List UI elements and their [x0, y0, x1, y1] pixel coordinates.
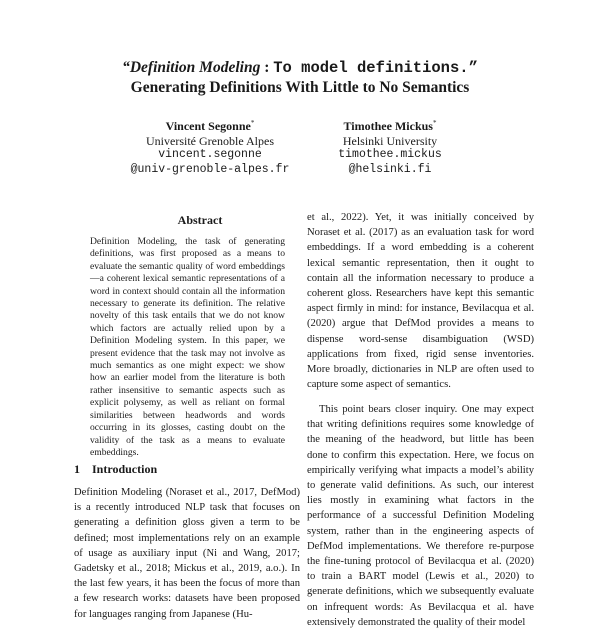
abstract-text: Definition Modeling, the task of generating definitions, was first proposed as a means to evaluate the semantic quality of word embeddings—a coherent lexical semantic representations of a word in context should contain all the information necessary to generate its definition. The relative novelty of this task entails that we do not know which factors are actually relied upon by a Definition Modeling system. In this paper, we present evidence that the task may not involve as much semantics as one might expect: we show how an earlier model from the literature is both rather insensitive to semantic aspects such as explicit polysemy, as well as reliant on formal similarities between headwords and words occurring in its glosses, casting doubt on the validity of the task as a means to evaluate embeddings.	[90, 236, 285, 458]
section-number: 1	[74, 462, 80, 476]
author-affiliation: Helsinki University	[342, 133, 438, 148]
intro-paragraph: Definition Modeling (Noraset et al., 2017, DefMod) is a recently introduced NLP task that focuses on generating a definition gloss given a term to be defined; most implementations rely on an example of usage as auxiliary input (Ni and Wang, 2017; Gadetsky et al., 2018; Mickus et al., 2019, a.o.). In the last few years, it has been the focus of more than a few research works: datasets have been proposed for languages ranging from Japanese (Hu-	[74, 487, 300, 620]
abstract-heading: Abstract	[177, 213, 223, 227]
author-block-2	[290, 116, 490, 177]
author-name: Vincent Segonne	[165, 119, 251, 133]
author-mark: *	[250, 119, 255, 127]
section-title: Introduction	[92, 462, 158, 476]
author-email-line-1: timothee.mickus	[338, 148, 442, 161]
author-email-line-2: @helsinki.fi	[348, 162, 432, 176]
title-separator: :	[260, 59, 274, 76]
title-line-1	[0, 58, 600, 78]
paper-title	[0, 58, 600, 98]
title-mono-part: To model definitions.”	[273, 59, 478, 77]
author-mark: *	[432, 119, 437, 127]
author-email-line-1: vincent.segonne	[158, 148, 262, 161]
right-column-paragraph-2: This point bears closer inquiry. One may expect that writing definitions requires some knowledge of the meaning of the headword, but little has been done to confirm this expectation. Here, we focus on empirically verifying what impacts a model’s ability to generate valid definitions. As such, our interest lies mostly in examining what factors in the performance of a successful Definition Modeling system, rather than in the engineering aspects of DefMod implementations. We therefore re-purpose the fine-tuning protocol of Bevilacqua et al. (2020) to train a BART model (Lewis et al., 2020) to generate definitions, which we subsequently evaluate on infrequent words: As Bevilacqua et al. have extensively demonstrated the quality of their model	[307, 404, 534, 628]
author-name: Timothee Mickus	[343, 119, 433, 133]
title-line-2: Generating Definitions With Little to No Semantics	[130, 79, 470, 96]
author-email-line-2: @univ-grenoble-alpes.fr	[130, 162, 290, 176]
right-column-paragraph-1: et al., 2022). Yet, it was initially conceived by Noraset et al. (2017) as an evaluation task for word embeddings. If a word embedding is a coherent lexical semantic representation, then it ought to contain all the information necessary to produce a coherent gloss. Researchers have kept this semantic aspect firmly in mind: for instance, Bevilacqua et al. (2020) argue that DefMod provides a means to dispense word-sense disambiguation (WSD) applications from fixed, rigid sense inventories. More broadly, dictionaries in NLP are often used to capture some aspect of semantics.	[307, 212, 534, 391]
section-heading	[74, 462, 157, 477]
author-block-1	[110, 116, 310, 177]
title-italic-part: “Definition Modeling	[122, 59, 261, 76]
author-affiliation: Université Grenoble Alpes	[146, 133, 274, 148]
